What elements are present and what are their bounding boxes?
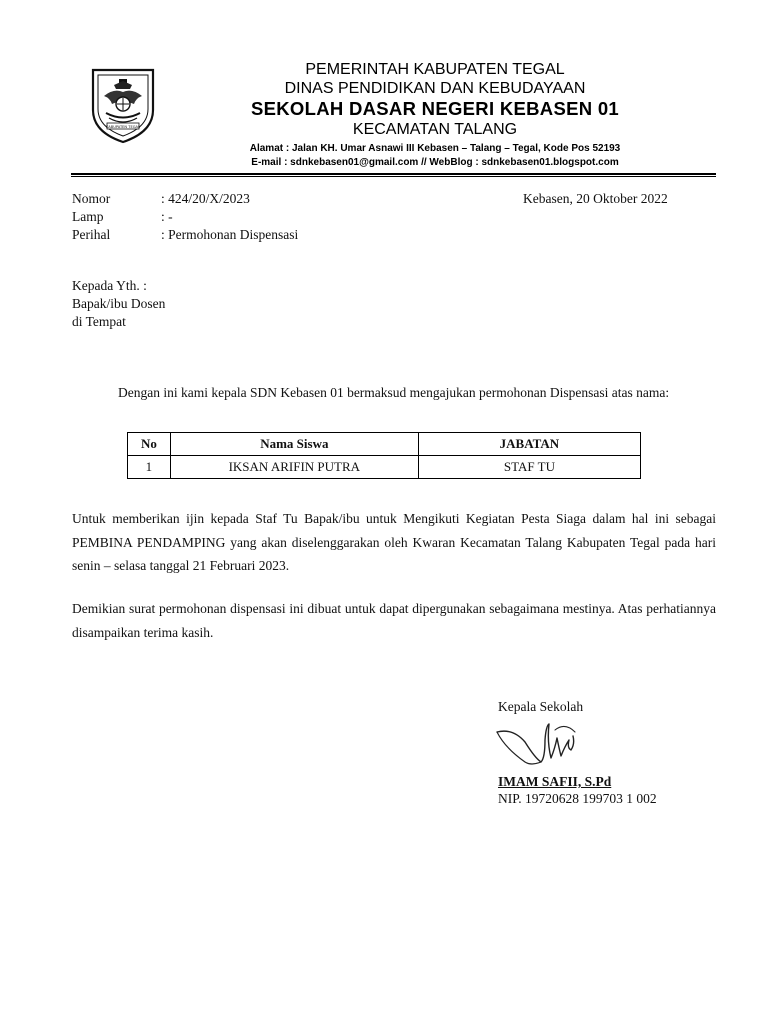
letterhead [200,60,670,169]
closing-paragraph: Demikian surat permohonan dispensasi ini dibuat untuk dapat dipergunakan sebagaimana mestinya. Atas perhatiannya disampaikan terima kasih. [72,601,716,640]
contact-line: E-mail : sdnkebasen01@gmail.com // WebBlog : sdnkebasen01.blogspot.com [251,157,619,168]
address-line: Alamat : Jalan KH. Umar Asnawi III Kebasen – Talang – Tegal, Kode Pos 52193 [249,143,621,154]
student-table [127,432,641,479]
signatory-nip: NIP. 19720628 199703 1 002 [498,791,657,806]
purpose-paragraph: Untuk memberikan ijin kepada Staf Tu Bapak/ibu untuk Mengikuti Kegiatan Pesta Siaga dalam hal ini sebagai PEMBINA PENDAMPING yang akan diselenggarakan oleh Kwaran Kecamatan Talang Kabupaten Tegal pada hari senin – selasa tanggal 21 Februari 2023. [72,511,716,573]
column-header-name: Nama Siswa [170,433,418,456]
signatory-name: IMAM SAFII, S.Pd [498,774,612,789]
column-header-no: No [128,433,171,456]
recipient-name: Bapak/ibu Dosen [72,296,166,311]
signatory-title: Kepala Sekolah [498,699,584,714]
government-line: PEMERINTAH KABUPATEN TEGAL [305,61,565,78]
school-name: SEKOLAH DASAR NEGERI KEBASEN 01 [250,98,620,119]
place-date: Kebasen, 20 Oktober 2022 [523,191,668,206]
perihal-value: : Permohonan Dispensasi [161,227,299,242]
table-row [128,456,641,479]
table-header-row [128,433,641,456]
cell-name: IKSAN ARIFIN PUTRA [170,456,418,479]
nomor-value: : 424/20/X/2023 [161,191,250,206]
department-line: DINAS PENDIDIKAN DAN KEBUDAYAAN [284,80,586,97]
lamp-value: : - [161,209,173,224]
column-header-position: JABATAN [418,433,640,456]
letterhead-rule-thick [71,173,716,175]
recipient-greeting: Kepada Yth. : [72,278,147,293]
intro-paragraph: Dengan ini kami kepala SDN Kebasen 01 bermaksud mengajukan permohonan Dispensasi atas nama: [118,385,670,400]
letterhead-rule-thin [71,176,716,177]
cell-position: STAF TU [418,456,640,479]
regency-emblem-logo [90,66,156,144]
perihal-label: Perihal [72,227,111,242]
logo-ribbon-text: KABUPATEN TEGAL [106,124,140,129]
handwritten-signature [495,718,585,770]
lamp-label: Lamp [72,209,104,224]
district-line: KECAMATAN TALANG [352,121,518,138]
nomor-label: Nomor [72,191,111,206]
cell-no: 1 [128,456,171,479]
recipient-place: di Tempat [72,314,126,329]
